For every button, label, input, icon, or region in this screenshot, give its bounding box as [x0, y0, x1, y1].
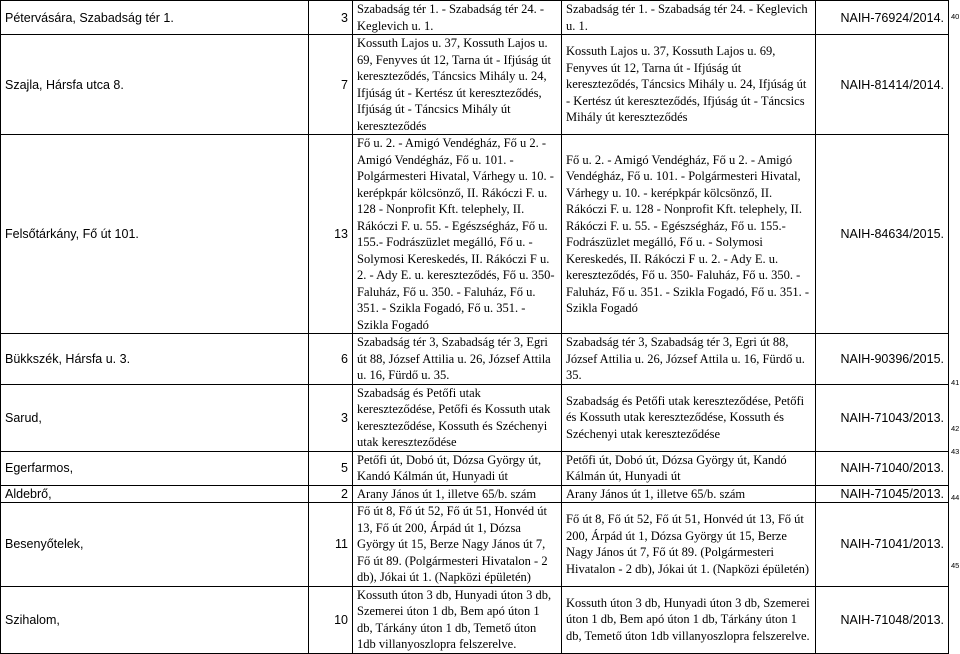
camera-count-cell: 13: [309, 135, 353, 334]
naih-reference-cell: NAIH-71045/2013.: [816, 485, 949, 503]
table-row: [1, 384, 949, 451]
naih-reference-cell: NAIH-84634/2015.: [816, 135, 949, 334]
camera-locations-repeat-cell: Fő út 8, Fő út 52, Fő út 51, Honvéd út 13, Fő út 200, Árpád út 1, Dózsa György út 15, Berze Nagy János út 7, Fő út 89. (Polgármesteri Hivatalon - 2 db), Jókai út 1. (Napközi épületén): [562, 503, 816, 587]
table-row: [1, 485, 949, 503]
camera-locations-cell: Fő út 8, Fő út 52, Fő út 51, Honvéd út 13, Fő út 200, Árpád út 1, Dózsa György út 15, Berze Nagy János út 7, Fő út 89. (Polgármesteri Hivatalon - 2 db), Jókai út 1. (Napközi épületén): [353, 503, 562, 587]
camera-locations-repeat-cell: Szabadság tér 1. - Szabadság tér 24. - Keglevich u. 1.: [562, 1, 816, 35]
camera-locations-repeat-cell: Szabadság és Petőfi utak kereszteződése, Petőfi és Kossuth utak kereszteződése, Kossuth és Széchenyi utak kereszteződése: [562, 384, 816, 451]
row-number: 43: [951, 447, 960, 456]
location-cell: Aldebrő,: [1, 485, 309, 503]
location-cell: Felsőtárkány, Fő út 101.: [1, 135, 309, 334]
camera-locations-cell: Kossuth úton 3 db, Hunyadi úton 3 db, Szemerei úton 1 db, Bem apó úton 1 db, Tárkány úton 1 db, Temető úton 1db villanyoszlopra felszerelve.: [353, 586, 562, 653]
camera-count-cell: 2: [309, 485, 353, 503]
camera-locations-repeat-cell: Petőfi út, Dobó út, Dózsa György út, Kandó Kálmán út, Hunyadi út: [562, 451, 816, 485]
camera-locations-cell: Kossuth Lajos u. 37, Kossuth Lajos u. 69, Fenyves út 12, Tarna út - Ifjúság út kereszteződés, Táncsics Mihály u. 24, Ifjúság út - Kertész út kereszteződés, Ifjúság út - Táncsics Mihály út kereszteződés: [353, 35, 562, 135]
camera-count-cell: 6: [309, 334, 353, 385]
row-number: 44: [951, 493, 960, 502]
camera-count-cell: 10: [309, 586, 353, 653]
location-cell: Besenyőtelek,: [1, 503, 309, 587]
camera-locations-cell: Fő u. 2. - Amigó Vendégház, Fő u 2. - Amigó Vendégház, Fő u. 101. - Polgármesteri Hivatal, Várhegy u. 10. - kerépkpár kölcsönző, II. Rákóczi F. u. 128 - Nonprofit Kft. telephely, II. Rákóczi F. u. 55. - Egészségház, Fő u. 155.- Fodrászüzlet megálló, Fő u. - Solymosi Kereskedés, II. Rákóczi F u. 2. - Ady E. u. kereszteződés, Fő u. 350- Faluház, Fő u. 350. - Faluház, Fő u. 351. - Szikla Fogadó, Fő u. 351. - Szikla Fogadó: [353, 135, 562, 334]
camera-locations-cell: Arany János út 1, illetve 65/b. szám: [353, 485, 562, 503]
camera-count-cell: 5: [309, 451, 353, 485]
camera-locations-cell: Szabadság tér 1. - Szabadság tér 24. - Keglevich u. 1.: [353, 1, 562, 35]
location-cell: Pétervására, Szabadság tér 1.: [1, 1, 309, 35]
table-row: [1, 334, 949, 385]
naih-reference-cell: NAIH-71048/2013.: [816, 586, 949, 653]
table-row: [1, 503, 949, 587]
table-row: [1, 1, 949, 35]
camera-locations-cell: Petőfi út, Dobó út, Dózsa György út, Kandó Kálmán út, Hunyadi út: [353, 451, 562, 485]
camera-locations-cell: Szabadság és Petőfi utak kereszteződése, Petőfi és Kossuth utak kereszteződése, Kossuth és Széchenyi utak kereszteződése: [353, 384, 562, 451]
camera-locations-cell: Szabadság tér 3, Szabadság tér 3, Egri út 88, József Attilia u. 26, József Attila u. 16, Fürdő u. 35.: [353, 334, 562, 385]
naih-reference-cell: NAIH-90396/2015.: [816, 334, 949, 385]
naih-reference-cell: NAIH-76924/2014.: [816, 1, 949, 35]
camera-locations-repeat-cell: Kossuth Lajos u. 37, Kossuth Lajos u. 69, Fenyves út 12, Tarna út - Ifjúság út kereszteződés, Táncsics Mihály u. 24, Ifjúság út - Kertész út kereszteződés, Ifjúság út - Táncsics Mihály út kereszteződés: [562, 35, 816, 135]
table-row: [1, 35, 949, 135]
naih-reference-cell: NAIH-71040/2013.: [816, 451, 949, 485]
camera-locations-repeat-cell: Arany János út 1, illetve 65/b. szám: [562, 485, 816, 503]
camera-locations-repeat-cell: Kossuth úton 3 db, Hunyadi úton 3 db, Szemerei úton 1 db, Bem apó úton 1 db, Tárkány úton 1 db, Temető úton 1db villanyoszlopra felszerelve.: [562, 586, 816, 653]
location-cell: Bükkszék, Hársfa u. 3.: [1, 334, 309, 385]
row-number: 42: [951, 424, 960, 433]
row-number: 41: [951, 378, 960, 387]
naih-reference-cell: NAIH-71043/2013.: [816, 384, 949, 451]
row-number: 40: [951, 12, 960, 21]
location-cell: Sarud,: [1, 384, 309, 451]
naih-reference-cell: NAIH-81414/2014.: [816, 35, 949, 135]
row-number-gutter: [948, 0, 960, 598]
naih-reference-cell: NAIH-71041/2013.: [816, 503, 949, 587]
camera-count-cell: 11: [309, 503, 353, 587]
location-cell: Szajla, Hársfa utca 8.: [1, 35, 309, 135]
camera-count-cell: 3: [309, 1, 353, 35]
camera-locations-repeat-cell: Fő u. 2. - Amigó Vendégház, Fő u 2. - Amigó Vendégház, Fő u. 101. - Polgármesteri Hivatal, Várhegy u. 10. - kerépkpár kölcsönző, II. Rákóczi F. u. 128 - Nonprofit Kft. telephely, II. Rákóczi F. u. 55. - Egészségház, Fő u. 155.- Fodrászüzlet megálló, Fő u. - Solymosi Kereskedés, II. Rákóczi F u. 2. - Ady E. u. kereszteződés, Fő u. 350- Faluház, Fő u. 350. - Faluház, Fő u. 351. - Szikla Fogadó, Fő u. 351. - Szikla Fogadó: [562, 135, 816, 334]
row-number: 45: [951, 561, 960, 570]
table-row: [1, 586, 949, 653]
camera-count-cell: 7: [309, 35, 353, 135]
camera-locations-repeat-cell: Szabadság tér 3, Szabadság tér 3, Egri út 88, József Attilia u. 26, József Attila u. 16, Fürdő u. 35.: [562, 334, 816, 385]
location-cell: Egerfarmos,: [1, 451, 309, 485]
location-cell: Szihalom,: [1, 586, 309, 653]
table-row: [1, 135, 949, 334]
table-row: [1, 451, 949, 485]
camera-count-cell: 3: [309, 384, 353, 451]
